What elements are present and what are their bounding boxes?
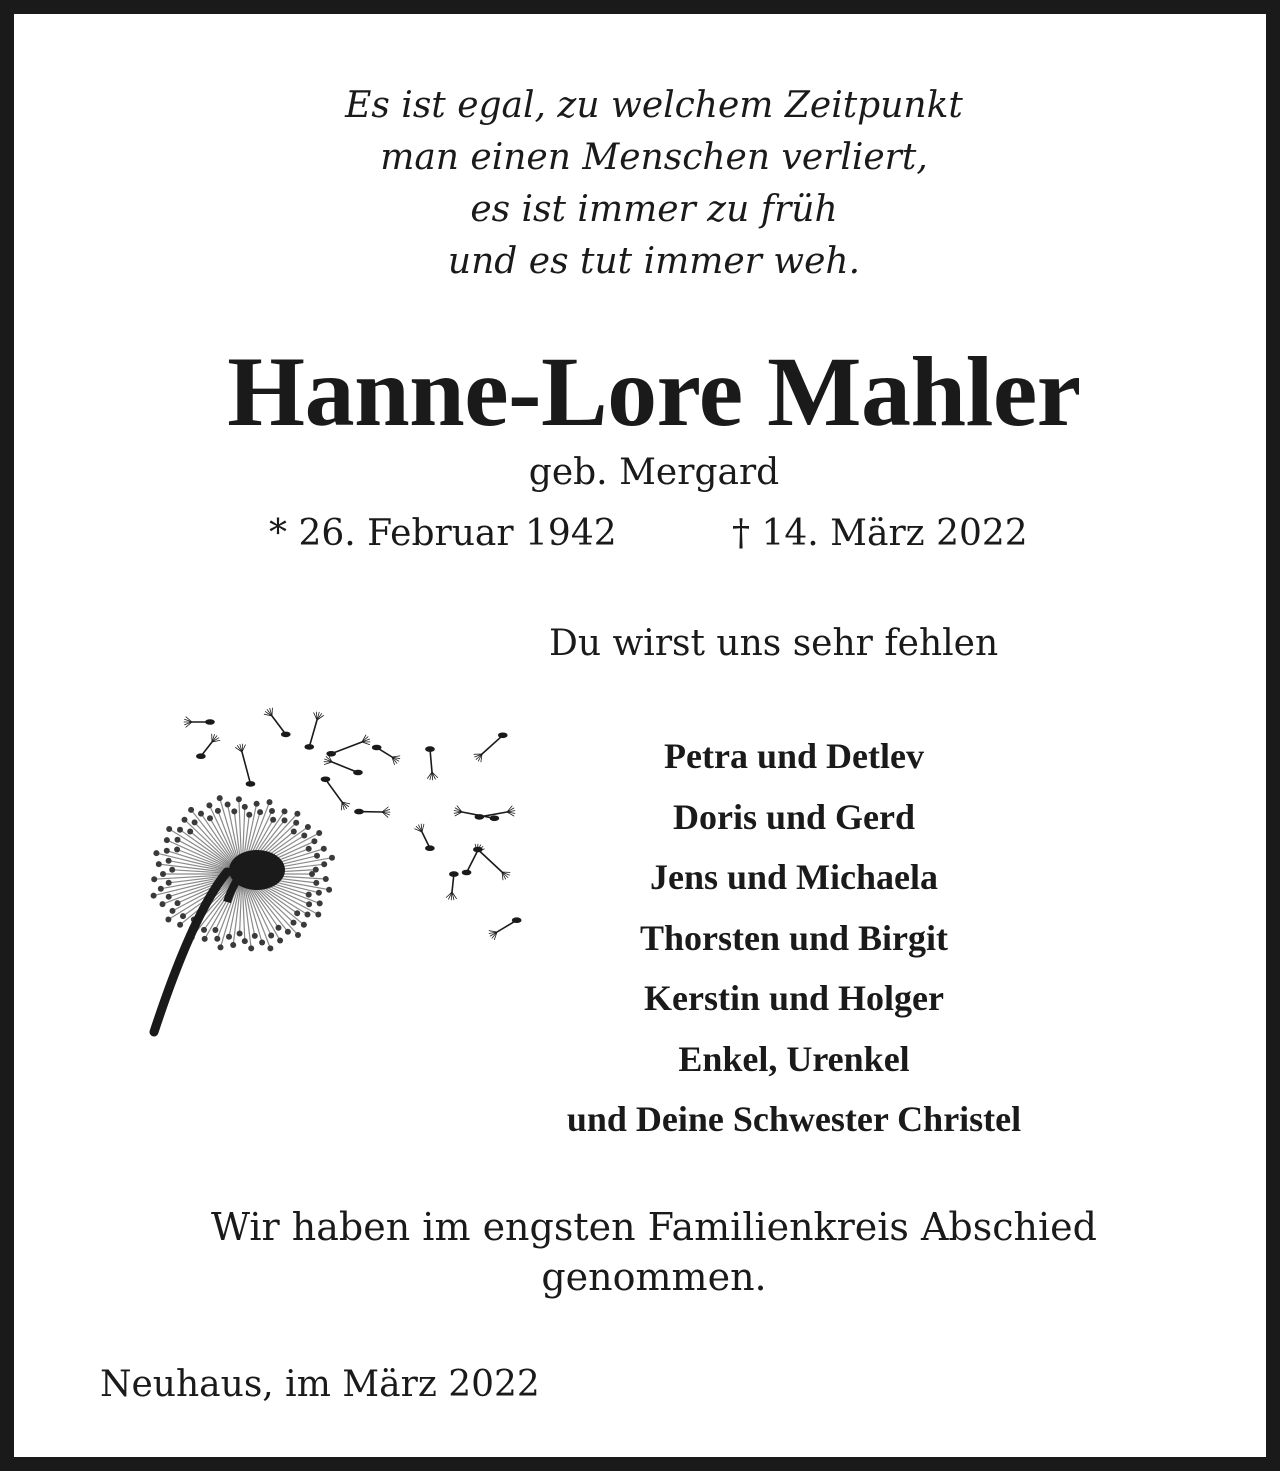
place-date: Neuhaus, im März 2022 xyxy=(100,1364,540,1405)
maiden-name: geb. Mergard xyxy=(528,452,780,493)
mourner: Kerstin und Holger xyxy=(643,978,944,1018)
deceased-name: Hanne-Lore Mahler xyxy=(227,336,1081,447)
mourner: Jens und Michaela xyxy=(649,857,939,897)
poem-line: es ist immer zu früh xyxy=(470,189,838,230)
mourner: und Deine Schwester Christel xyxy=(566,1099,1022,1139)
farewell-note: Wir haben im engsten Familienkreis Abschied genommen. xyxy=(211,1205,1097,1299)
farewell-message: Du wirst uns sehr fehlen xyxy=(549,623,999,664)
mourner: Thorsten und Birgit xyxy=(639,917,949,958)
poem xyxy=(14,80,1280,288)
birth-date: * 26. Februar 1942 xyxy=(269,513,617,554)
poem-line: und es tut immer weh. xyxy=(447,241,861,282)
mourner: Doris und Gerd xyxy=(672,796,916,837)
poem-line: man einen Menschen verliert, xyxy=(380,137,928,178)
mourner: Petra und Detlev xyxy=(664,736,924,776)
mourners-list xyxy=(494,726,1094,1150)
mourner: Enkel, Urenkel xyxy=(678,1038,910,1079)
death-date: † 14. März 2022 xyxy=(732,513,1028,554)
dandelion-icon xyxy=(132,702,522,1042)
poem-line: Es ist egal, zu welchem Zeitpunkt xyxy=(345,85,963,126)
